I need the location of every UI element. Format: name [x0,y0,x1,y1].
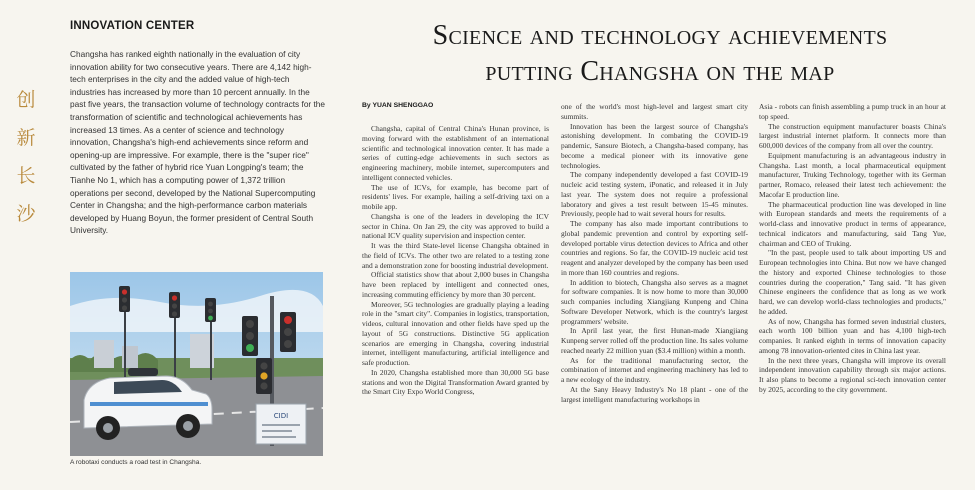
vertical-title-char: 创 [16,89,36,111]
paragraph: The construction equipment manufacturer boasts China's largest industrial internet platform. It connects more than 600,000 devices of the company from all over the country. [759,121,946,150]
paragraph: Asia - robots can finish assembling a pump truck in an hour at top speed. [759,102,946,121]
vertical-title-char: 新 [16,127,36,149]
robotaxi-photo-illustration [70,272,323,456]
sign-label: CIDI [273,412,289,420]
paragraph: The pharmaceutical production line was developed in line with European standards and meets the requirements of a world-class and innovative product in terms of appearance, technical indicators and manufacturing, said Tang Yue, chairman and CEO of Truking. [759,199,946,248]
paragraph: Innovation has been the largest source of Changsha's astonishing development. In combating the COVID-19 pandemic, Sansure Biotech, a Changsha-based company, has become a medical pioneer with its innovative gene technologies. [561,121,748,170]
paragraph: At the Sany Heavy Industry's No 18 plant - one of the largest intelligent manufacturing workshops in [561,384,748,404]
innovation-sidebar [70,20,326,237]
paragraph: The use of ICVs, for example, has become part of residents' lives. For example, hailing a self-driving taxi on a mobile app. [362,182,549,211]
paragraph: Moreover, 5G technologies are gradually playing a leading role in the "smart city". Companies in logistics, transportation, videos, cultural innovation and other fields have sped up the layout of 5G constructions. Distinctive 5G application scenarios are emerging in Changsha, covering industrial internet, intelligent manufacturing, artificial intelligence and safe production. [362,299,549,367]
article-headline [360,18,960,90]
paragraph: Changsha is one of the leaders in developing the ICV sector in China. On Jan 29, the city was approved to build a national ICV quality supervision and inspection center. [362,211,549,241]
paragraph: As of now, Changsha has formed seven industrial clusters, each worth 100 billion yuan and has 4,100 high-tech companies. It ranked eighth in terms of innovation capacity among 78 innovation-oriented cites in China last year. [759,316,946,355]
vertical-title-char: 沙 [16,203,36,225]
article-column-2 [561,102,748,404]
paragraph: It was the third State-level license Changsha obtained in the field of ICVs. The other two are related to a testing zone and a demonstration zone for boosting industrial development. [362,241,549,270]
paragraph: In 2020, Changsha established more than 30,000 5G base stations and won the Digital Transformation Award granted by the Smart City Expo World Congress, [362,367,549,397]
paragraph: In addition to biotech, Changsha also serves as a magnet for software companies. It is now home to more than 30,000 such companies including Xiangjiang Kunpeng and China Software Developer Network, which is the country's largest programmers' website. [561,277,748,326]
paragraph: "In the past, people used to talk about importing US and European technologies into China. But now we have changed the history and exported Chinese technologies to those countries during the cooperation," Tang said. "It has given Chinese engineers the confidence that as long as we work hard, we can develop world-class technologies and products," he added. [759,248,946,316]
byline: By YUAN SHENGGAO [362,102,434,109]
article-column-1 [362,124,549,397]
paragraph: Equipment manufacturing is an advantageous industry in Changsha. Last month, a local pharmaceutical equipment manufacturer, Truking Technology, together with its German partner, Romaco, released their latest tech achievement: the Macofar E production line. [759,150,946,199]
sidebar-heading: INNOVATION CENTER [70,20,195,32]
headline-line-1: Science and technology achievements [432,20,888,51]
paragraph: The company independently developed a fast COVID-19 nucleic acid testing system, iPonatic, and released it in July last year. The system does not require a professional laboratory and gives a test result between 15-45 minutes. Previously, people had to wait several hours for results. [561,170,748,219]
sidebar-text: Changsha has ranked eighth nationally in the evaluation of city innovation ability for two consecutive years. There are 4,142 high-tech enterprises in the city and the added value of high-tech industries has increased by more than 10 percent annually. In the past five years, the transaction volume of technology contracts for the transformation of scientific and technological achievements has increased 13 times. As a center of science and technology innovation, Changsha's high-end achievements since reform and opening-up are impressive. For example, there is the "super rice" cultivated by the father of hybrid rice Yuan Longping's team; the Tianhe No 1, which has a computing power of 1,372 trillion operations per second, developed by the National Supercomputing Center in Changsha; and the high-performance carbon materials developed by Huang Boyun, the former president of Central South University. [70,49,326,236]
vertical-chinese-title [14,86,38,228]
photo-caption: A robotaxi conducts a road test in Changsha. [70,459,202,466]
paragraph: The company has also made important contributions to global pandemic prevention and control by exporting self-developed portable virus detection devices to Africa and other countries and regions. So far, the COVID-19 nucleic acid test reagent and analyzer developed by the company has been used in more than 160 countries and regions. [561,219,748,277]
paragraph: one of the world's most high-level and largest smart city summits. [561,102,748,121]
paragraph: Official statistics show that about 2,000 buses in Changsha have been replaced by intelligent and connected ones, increasing commuting efficiency by more than 30 percent. [362,270,549,299]
paragraph: In April last year, the first Hunan-made Xiangjiang Kunpeng server rolled off the production line. Its sales volume reached nearly 22 million yuan ($3.4 million) within a month. [561,326,748,355]
paragraph: In the next three years, Changsha will improve its overall independent innovation capability through six major actions. It also plans to become a regional sci-tech innovation center by 2025, according to the city government. [759,355,946,394]
paragraph: Changsha, capital of Central China's Hunan province, is moving forward with the establishment of an international scientific and technological innovation center. It has made a series of cutting-edge achievements in such sectors as engineering machinery, mobile internet, supercomputers and intelligent connected vehicles. [362,124,549,182]
paragraph: As for the traditional manufacturing sector, the combination of internet and engineering machinery has led to a new ecology of the industry. [561,355,748,384]
robotaxi-photo [70,272,323,456]
headline-line-2: putting Changsha on the map [485,56,835,87]
article-column-3 [759,102,946,395]
vertical-title-char: 长 [16,165,36,187]
